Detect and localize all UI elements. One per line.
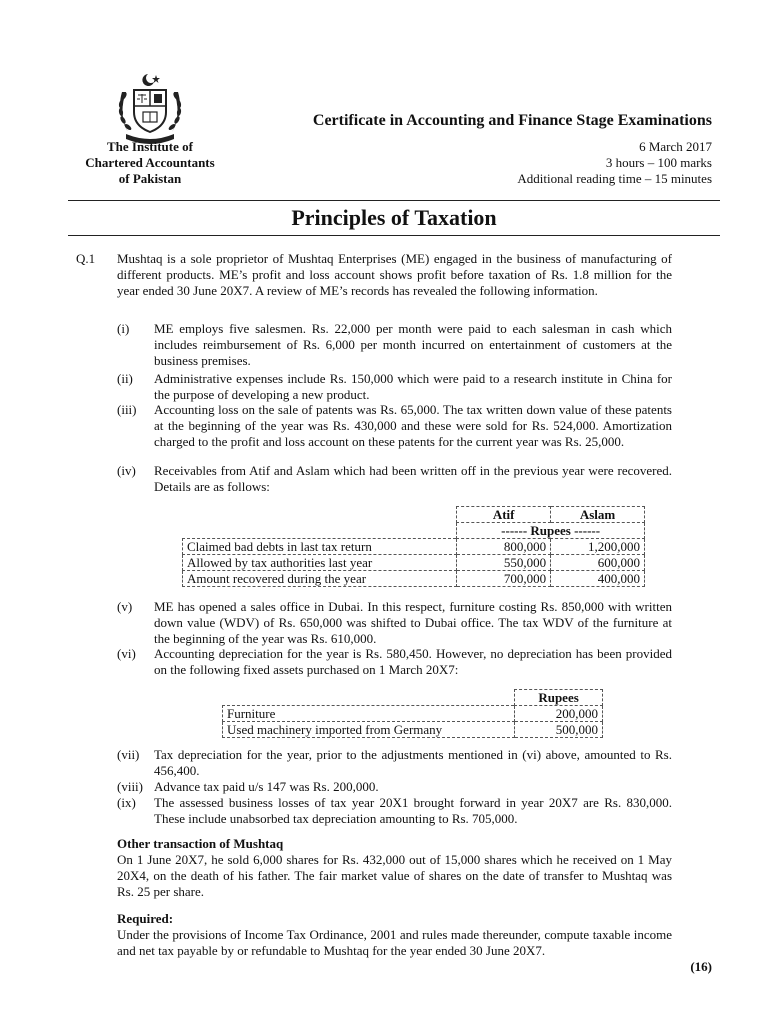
fixed-assets-table — [222, 689, 603, 738]
other-transaction-heading: Other transaction of Mushtaq — [117, 836, 284, 851]
recovery-table — [182, 506, 645, 587]
column-header: Aslam — [551, 507, 645, 523]
item-text: Receivables from Atif and Aslam which had been written off in the previous year were recovered. Details are as follows: — [154, 463, 672, 494]
table-row — [183, 555, 645, 571]
cell-value: 1,200,000 — [551, 539, 645, 555]
table-header-row — [183, 507, 645, 523]
institute-line: of Pakistan — [118, 171, 182, 186]
institute-line: Chartered Accountants — [85, 155, 215, 170]
cell-value: 700,000 — [457, 571, 551, 587]
other-transaction-text: On 1 June 20X7, he sold 6,000 shares for Rs. 432,000 out of 15,000 shares which he received on 1 May 20X4, on the death of his father. The fair market value of shares on the date of transfer to Mushtaq was Rs. 25 per share. — [117, 852, 672, 899]
required-text: Under the provisions of Income Tax Ordinance, 2001 and rules made thereunder, compute taxable income and net tax payable by or refundable to Mushtaq for the year ended 30 June 20X7. — [117, 927, 672, 958]
title-divider — [68, 235, 720, 236]
cell-value: 500,000 — [515, 722, 603, 738]
required-heading: Required: — [117, 911, 174, 926]
top-divider — [68, 200, 720, 201]
column-header: Rupees — [515, 690, 603, 706]
item-number: (iii) — [117, 402, 137, 417]
unit-label: ------ Rupees ------ — [457, 523, 645, 539]
cell-value: 600,000 — [551, 555, 645, 571]
row-label: Allowed by tax authorities last year — [183, 555, 457, 571]
table-row — [183, 571, 645, 587]
item-number: (ix) — [117, 795, 136, 810]
cell-value: 800,000 — [457, 539, 551, 555]
item-number: (ii) — [117, 371, 133, 386]
item-number: (iv) — [117, 463, 136, 478]
item-text: Accounting loss on the sale of patents was Rs. 65,000. The tax written down value of these patents at the beginning of the year was Rs. 430,000 and these were sold for Rs. 524,000. Amortization charged to the profit and loss account on these patents for the current year was Rs. 25,000. — [154, 402, 672, 449]
item-number: (viii) — [117, 779, 143, 794]
cell-value: 550,000 — [457, 555, 551, 571]
table-row — [223, 722, 603, 738]
cell-value: 200,000 — [515, 706, 603, 722]
reading-time: Additional reading time – 15 minutes — [517, 171, 712, 186]
cell-value: 400,000 — [551, 571, 645, 587]
question-number: Q.1 — [76, 251, 96, 266]
row-label: Furniture — [223, 706, 515, 722]
item-number: (v) — [117, 599, 133, 614]
exam-date: 6 March 2017 — [639, 139, 712, 154]
item-number: (i) — [117, 321, 130, 336]
item-text: ME employs five salesmen. Rs. 22,000 per month were paid to each salesman in cash which includes reimbursement of Rs. 6,000 per month incurred on entertainment of customers at the business premises. — [154, 321, 672, 368]
row-label: Amount recovered during the year — [183, 571, 457, 587]
table-header-row — [223, 690, 603, 706]
item-text: Accounting depreciation for the year is Rs. 580,450. However, no depreciation has been provided on the following fixed assets purchased on 1 March 20X7: — [154, 646, 672, 677]
question-intro: Mushtaq is a sole proprietor of Mushtaq Enterprises (ME) engaged in the business of manufacturing of different products. ME’s profit and loss account shows profit before taxation of Rs. 1.8 million for the year ended 30 June 20X7. A review of ME’s records has revealed the following information. — [117, 251, 672, 298]
table-row — [223, 706, 603, 722]
item-text: Tax depreciation for the year, prior to the adjustments mentioned in (vi) above, amounted to Rs. 456,400. — [154, 747, 672, 778]
item-text: The assessed business losses of tax year 20X1 brought forward in year 20X7 are Rs. 830,000. These include unabsorbed tax depreciation amounting to Rs. 705,000. — [154, 795, 672, 826]
item-number: (vii) — [117, 747, 140, 762]
column-header: Atif — [457, 507, 551, 523]
institute-line: The Institute of — [107, 139, 193, 154]
exam-meta — [400, 139, 712, 187]
paper-title: Principles of Taxation — [291, 205, 497, 230]
row-label: Claimed bad debts in last tax return — [183, 539, 457, 555]
institute-crest-icon — [112, 72, 188, 144]
certificate-title: Certificate in Accounting and Finance Stage Examinations — [312, 112, 712, 129]
marks-label: (16) — [690, 959, 712, 974]
row-label: Used machinery imported from Germany — [223, 722, 515, 738]
item-number: (vi) — [117, 646, 136, 661]
item-text: Advance tax paid u/s 147 was Rs. 200,000. — [154, 779, 379, 794]
table-row — [183, 539, 645, 555]
table-unit-row — [183, 523, 645, 539]
item-text: Administrative expenses include Rs. 150,000 which were paid to a research institute in China for the purpose of developing a new product. — [154, 371, 672, 402]
exam-duration: 3 hours – 100 marks — [605, 155, 712, 170]
institute-name — [60, 139, 240, 187]
item-text: ME has opened a sales office in Dubai. In this respect, furniture costing Rs. 850,000 with written down value (WDV) of Rs. 650,000 was shifted to Dubai office. The tax WDV of the furniture at the beginning of the year was Rs. 610,000. — [154, 599, 672, 646]
